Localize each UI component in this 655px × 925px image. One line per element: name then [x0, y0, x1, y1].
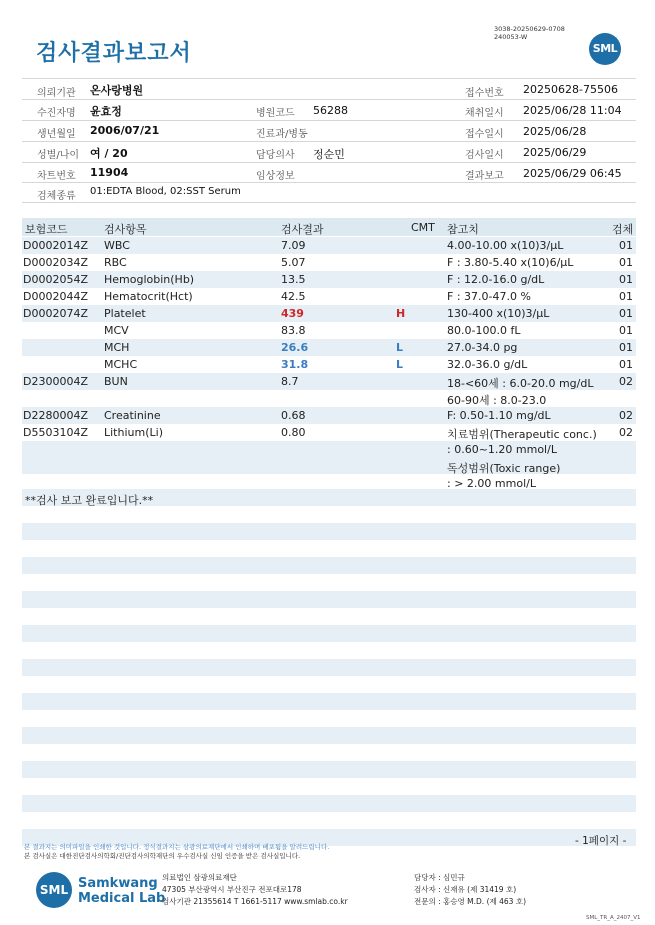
row-code: D0002044Z — [23, 290, 88, 303]
table-row-band — [22, 625, 636, 642]
divider — [22, 99, 636, 100]
col-cmt: CMT — [411, 221, 435, 234]
row-reference: : > 2.00 mmol/L — [447, 477, 536, 490]
row-reference: 4.00-10.00 x(10)3/µL — [447, 239, 564, 252]
patient-name-value: 윤효정 — [90, 105, 122, 118]
dob-label: 생년월일 — [37, 129, 76, 140]
row-item: Hematocrit(Hct) — [104, 290, 193, 303]
org-contact: 검사기관 21355614 T 1661-5117 www.smlab.co.kr — [162, 897, 348, 906]
org-name: 의료법인 삼광의료재단 — [162, 873, 237, 882]
row-specimen: 01 — [619, 256, 633, 269]
row-reference: 치료범위(Therapeutic conc.) — [447, 428, 597, 441]
row-specimen: 01 — [619, 273, 633, 286]
divider — [22, 202, 636, 203]
row-item: BUN — [104, 375, 128, 388]
collect-value: 2025/06/28 11:04 — [523, 104, 622, 117]
receipt-no-label: 접수번호 — [465, 88, 504, 99]
patient-name-label: 수진자명 — [37, 108, 76, 119]
inspector-label: 검사자 : — [414, 885, 441, 894]
table-row-band — [22, 795, 636, 812]
row-result: 13.5 — [281, 273, 306, 286]
report-value: 2025/06/29 06:45 — [523, 167, 622, 180]
row-reference: 60-90세 : 8.0-23.0 — [447, 394, 547, 407]
row-specimen: 01 — [619, 307, 633, 320]
row-reference: 80.0-100.0 fL — [447, 324, 521, 337]
col-ref: 참고치 — [447, 223, 479, 236]
divider — [22, 78, 636, 79]
row-reference: F : 12.0-16.0 g/dL — [447, 273, 545, 286]
row-flag: L — [396, 358, 404, 371]
row-result: 0.80 — [281, 426, 306, 439]
divider — [22, 141, 636, 142]
footer-notice-1: 본 결과지는 의미파일을 인쇄한 것입니다. 정식결과지는 삼광의료재단에서 인쇄하며 배포됨을 알려드립니다. — [24, 843, 330, 851]
row-result: 26.6 — [281, 341, 309, 354]
page-number: - 1페이지 - — [575, 835, 627, 847]
row-specimen: 01 — [619, 239, 633, 252]
row-item: MCHC — [104, 358, 138, 371]
table-row-band — [22, 761, 636, 778]
row-specimen: 01 — [619, 290, 633, 303]
row-specimen: 01 — [619, 358, 633, 371]
row-code: **검사 보고 완료입니다.** — [25, 494, 154, 507]
row-specimen: 01 — [619, 324, 633, 337]
footer-notice-2: 본 검사실은 대한진단검사의학회/진단검사의학재단의 우수검사실 신임 인증을 받은 검사실입니다. — [24, 852, 301, 860]
brand-name — [78, 876, 165, 906]
col-specimen: 검체 — [612, 223, 634, 236]
row-reference: 130-400 x(10)3/µL — [447, 307, 550, 320]
row-specimen: 02 — [619, 409, 633, 422]
doctor-value: 정순민 — [313, 148, 345, 161]
row-code: D0002054Z — [23, 273, 88, 286]
row-item: Platelet — [104, 307, 146, 320]
report-label: 결과보고 — [465, 171, 504, 182]
col-item: 검사항목 — [104, 223, 147, 236]
row-code: D5503104Z — [23, 426, 88, 439]
row-reference: F : 3.80-5.40 x(10)6/µL — [447, 256, 574, 269]
row-item: MCV — [104, 324, 129, 337]
footer-sml-logo: SML — [36, 872, 72, 908]
hospital-code-value: 56288 — [313, 104, 348, 117]
org-address: 47305 부산광역시 부산진구 전포대로178 — [162, 885, 302, 894]
row-specimen: 02 — [619, 375, 633, 388]
hospital-label: 의뢰기관 — [37, 88, 76, 99]
table-row-band — [22, 659, 636, 676]
sex-age-label: 성별/나이 — [37, 150, 80, 161]
row-reference: F: 0.50-1.10 mg/dL — [447, 409, 551, 422]
staff-info — [414, 872, 526, 908]
table-row-band — [22, 557, 636, 574]
row-reference: 27.0-34.0 pg — [447, 341, 518, 354]
row-result: 42.5 — [281, 290, 306, 303]
sml-logo: SML — [589, 33, 621, 65]
row-item: Lithium(Li) — [104, 426, 163, 439]
divider — [22, 120, 636, 121]
col-code: 보험코드 — [25, 223, 68, 236]
dob-value: 2006/07/21 — [90, 124, 160, 137]
receipt-no-value: 20250628-75506 — [523, 83, 618, 96]
divider — [22, 182, 636, 183]
org-info — [162, 872, 348, 908]
row-reference: 32.0-36.0 g/dL — [447, 358, 528, 371]
hospital-value: 온사랑병원 — [90, 84, 144, 97]
table-row-band — [22, 693, 636, 710]
collect-label: 채취일시 — [465, 108, 504, 119]
table-row-band — [22, 727, 636, 744]
brand-line-1: Samkwang — [78, 876, 158, 891]
row-item: MCH — [104, 341, 130, 354]
specimen-type-value: 01:EDTA Blood, 02:SST Serum — [90, 186, 241, 197]
sex-age-value: 여 / 20 — [90, 147, 128, 160]
row-specimen: 01 — [619, 341, 633, 354]
table-row-band — [22, 591, 636, 608]
inspector-value: 신재유 (제 31419 호) — [443, 885, 517, 894]
row-specimen: 02 — [619, 426, 633, 439]
tech-label: 담당자 : — [414, 873, 441, 882]
page-title: 검사결과보고서 — [36, 41, 192, 66]
row-result: 5.07 — [281, 256, 306, 269]
hospital-code-label: 병원코드 — [256, 108, 295, 119]
test-date-label: 검사일시 — [465, 150, 504, 161]
specialist-value: 홍승영 M.D. (제 463 호) — [443, 897, 526, 906]
chart-no-value: 11904 — [90, 166, 129, 179]
brand-line-2: Medical Lab — [78, 891, 166, 906]
row-flag: L — [396, 341, 404, 354]
form-code: SML_TR_A_2407_V1 — [586, 915, 641, 921]
table-row-band — [22, 523, 636, 540]
row-result: 439 — [281, 307, 304, 320]
row-code: D2300004Z — [23, 375, 88, 388]
row-code: D2280004Z — [23, 409, 88, 422]
row-code: D0002074Z — [23, 307, 88, 320]
row-item: Hemoglobin(Hb) — [104, 273, 195, 286]
row-result: 31.8 — [281, 358, 309, 371]
specialist-label: 전문의 : — [414, 897, 441, 906]
row-item: WBC — [104, 239, 130, 252]
row-item: RBC — [104, 256, 127, 269]
row-result: 8.7 — [281, 375, 299, 388]
divider — [22, 162, 636, 163]
row-item: Creatinine — [104, 409, 161, 422]
row-reference: 18-<60세 : 6.0-20.0 mg/dL — [447, 377, 594, 390]
row-reference: : 0.60~1.20 mmol/L — [447, 443, 557, 456]
row-flag: H — [396, 307, 406, 320]
chart-no-label: 차트번호 — [37, 171, 76, 182]
row-reference: 독성범위(Toxic range) — [447, 462, 561, 475]
accept-value: 2025/06/28 — [523, 125, 587, 138]
row-result: 0.68 — [281, 409, 306, 422]
row-reference: F : 37.0-47.0 % — [447, 290, 531, 303]
accept-label: 접수일시 — [465, 129, 504, 140]
row-code: D0002014Z — [23, 239, 88, 252]
specimen-type-label: 검체종류 — [37, 191, 76, 202]
document-id-line1: 3038-20250629-0708 — [494, 25, 565, 33]
row-code: D0002034Z — [23, 256, 88, 269]
doctor-label: 담당의사 — [256, 150, 295, 161]
document-id — [494, 25, 565, 41]
test-date-value: 2025/06/29 — [523, 146, 587, 159]
dept-label: 진료과/병동 — [256, 129, 308, 140]
row-result: 7.09 — [281, 239, 306, 252]
document-id-line2: 240053-W — [494, 33, 528, 41]
tech-value: 심민규 — [443, 873, 465, 882]
row-result: 83.8 — [281, 324, 306, 337]
clinical-info-label: 임상정보 — [256, 171, 295, 182]
col-result: 검사결과 — [281, 223, 324, 236]
